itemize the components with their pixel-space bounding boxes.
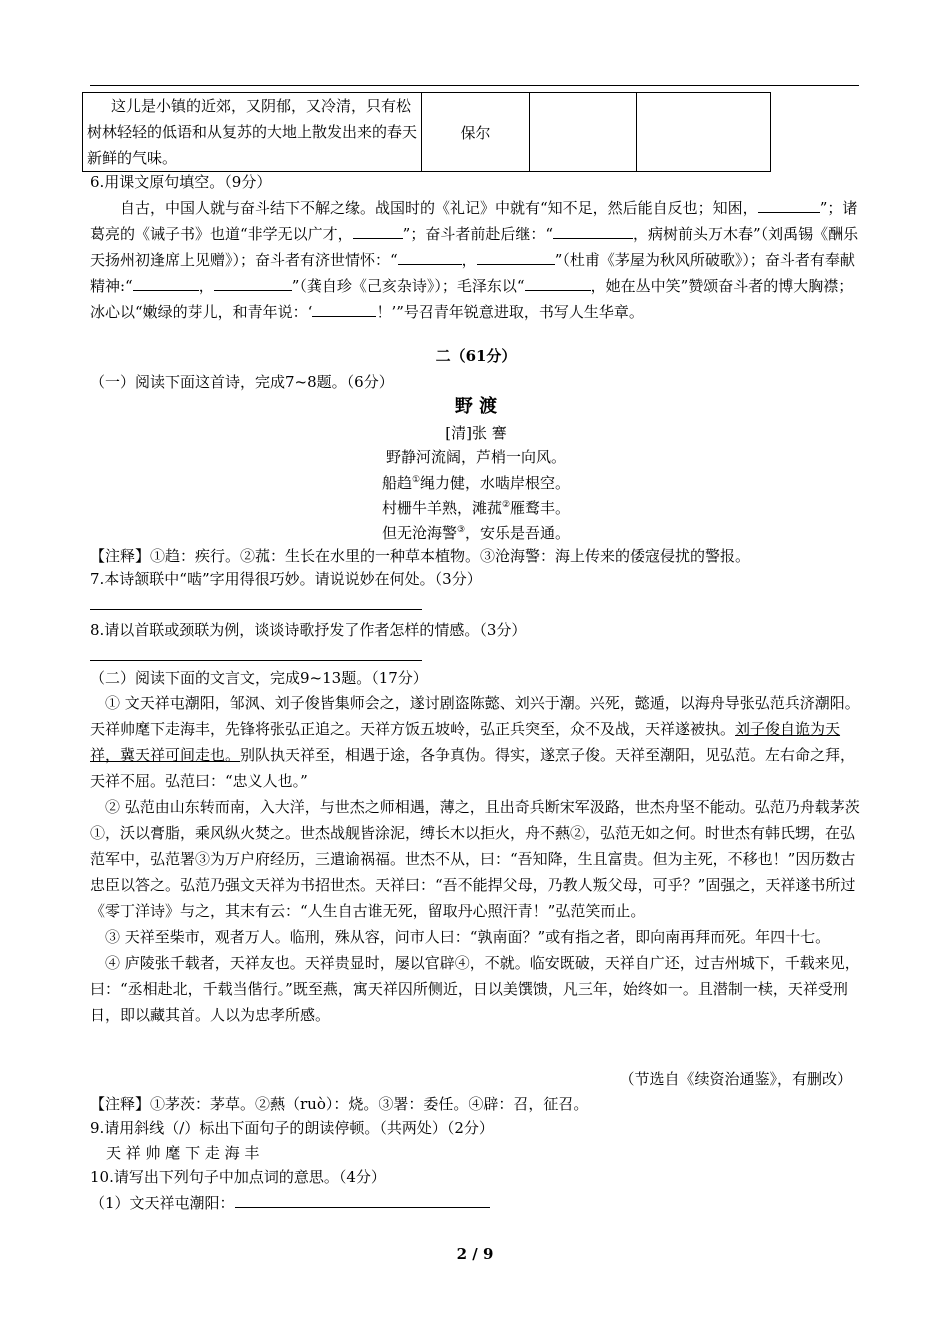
prose-paragraph-1: ① 文天祥屯潮阳，邹沨、刘子俊皆集师会之，遂讨剧盗陈懿、刘兴于潮。兴死，懿遁，以海舟导张弘范兵济潮阳。天祥帅麾下走海丰，先锋将张弘正追之。天祥方饭五坡岭，弘正兵突至，众不及战，天祥遂被执。刘子俊自诡为天祥，冀天祥可间走也。别队执天祥至，相遇于途，各争真伪。得实，遂烹子俊。天祥至潮阳，见弘范。左右命之拜，天祥不屈。弘范曰：“忠义人也。” xyxy=(90,694,860,790)
blank[interactable] xyxy=(353,238,403,239)
blank[interactable] xyxy=(398,264,462,265)
poem-line: 野静河流阔，芦梢一向风。 xyxy=(385,448,566,466)
q9-sentence[interactable]: 天 祥 帅 麾 下 走 海 丰 xyxy=(106,1144,260,1162)
page-number: 2 / 9 xyxy=(456,1245,494,1263)
prose-paragraph-4: ④ 庐陵张千载者，天祥友也。天祥贵显时，屡以官辟④，不就。临安既破，天祥自广还，过吉州城下，千载来见，曰：“丞相赴北，千载当偕行。”既至燕，寓天祥囚所侧近，日以美馔馈，凡三年，始终如一。且潜制一椟，天祥受刑日，即以藏其首。人以为忠孝所感。 xyxy=(90,954,860,1024)
q6-title: 6.用课文原句填空。（9分） xyxy=(90,173,272,191)
question-6 xyxy=(90,169,862,325)
part1-instructions: （一）阅读下面这首诗，完成7~8题。（6分） xyxy=(90,373,394,391)
blank[interactable] xyxy=(477,264,555,265)
blank[interactable] xyxy=(312,316,376,317)
prose-source: （节选自《续资治通鉴》，有删改） xyxy=(619,1070,852,1088)
table-row xyxy=(83,93,771,172)
question-9: 9.请用斜线（/）标出下面句子的朗读停顿。（共两处）（2分） xyxy=(90,1119,494,1137)
q10-item-1: （1）文天祥屯潮阳： xyxy=(90,1190,862,1216)
table-cell-text: 这儿是小镇的近郊，又阴郁，又冷清，只有松树林轻轻的低语和从复苏的大地上散发出来的春天新鲜的气味。 xyxy=(83,93,422,172)
classical-prose xyxy=(90,690,862,1028)
header-rule xyxy=(90,85,859,86)
poem-line: 船趋①绳力健，水啮岸根空。 xyxy=(381,474,571,492)
q6-body: 自古，中国人就与奋斗结下不解之缘。战国时的《礼记》中就有“知不足，然后能自反也；知困， ”；诸葛亮的《诫子书》也道“非学无以广才， ”；奋斗者前赴后继：“ ，病树前头万木春”（刘禹锡《酬乐天扬州初逢席上见赠》）；奋斗者有济世情怀：“ ， ”（杜甫《茅屋为秋风所破歌》）；奋斗者有奉献精神:“ ， ”（龚自珍《己亥杂诗》）；毛泽东以“ ，她在丛中笑”赞颂奋斗者的博大胸襟；冰心以“嫩绿的芽儿，和青年说：‘ ！’”号召青年锐意进取，书写人生华章。 xyxy=(90,199,859,321)
poem-line: 但无沧海警③，安乐是吾通。 xyxy=(381,524,571,542)
blank[interactable] xyxy=(133,290,199,291)
prose-paragraph-2: ② 弘范由山东转而南，入大洋，与世杰之师相遇，薄之，且出奇兵断宋军汲路，世杰舟坚不能动。弘范乃舟载茅茨①，沃以膏脂，乘风纵火焚之。世杰战舰皆涂泥，缚长木以拒火，舟不爇②，弘范无如之何。时世杰有韩氏甥，在弘范军中，弘范署③为万户府经历，三遣谕祸福。世杰不从，曰：“吾知降，生且富贵。但为主死，不移也！”因历数古忠臣以答之。弘范乃强文天祥为书招世杰。天祥曰：“吾不能捍父母，乃教人叛父母，可乎？”固强之，天祥遂书所过《零丁洋诗》与之，其末有云：“人生自古谁无死，留取丹心照汗青！”弘范笑而止。 xyxy=(90,798,860,920)
blank[interactable] xyxy=(525,290,591,291)
section-heading: 二（61分） xyxy=(435,347,517,365)
question-8: 8.请以首联或颈联为例，谈谈诗歌抒发了作者怎样的情感。（3分） xyxy=(90,621,527,639)
prose-note: 【注释】①茅茨：茅草。②爇（ruò）：烧。③署：委任。④辟：召，征召。 xyxy=(90,1095,589,1113)
prose-paragraph-3: ③ 天祥至柴市，观者万人。临刑，殊从容，问市人曰：“孰南面？”或有指之者，即向南再拜而死。年四十七。 xyxy=(105,928,831,946)
poem-line: 村栅牛羊熟，滩菰②雁鹜丰。 xyxy=(381,499,571,517)
question-10: 10.请写出下列句子中加点词的意思。（4分） xyxy=(90,1168,386,1186)
poem-note: 【注释】①趋：疾行。②菰：生长在水里的一种草本植物。③沧海警：海上传来的倭寇侵扰的警报。 xyxy=(90,547,751,565)
blank[interactable] xyxy=(214,290,292,291)
poem-author: [清]张 謇 xyxy=(445,424,507,442)
blank[interactable] xyxy=(758,212,820,213)
table-cell-empty[interactable] xyxy=(530,93,637,172)
table-cell-empty[interactable] xyxy=(637,93,771,172)
part2-instructions: （二）阅读下面的文言文，完成9~13题。（17分） xyxy=(90,669,428,687)
answer-line[interactable] xyxy=(90,609,422,610)
character-table xyxy=(82,92,771,172)
table-cell-speaker: 保尔 xyxy=(422,93,530,172)
blank[interactable] xyxy=(553,238,633,239)
answer-blank[interactable] xyxy=(235,1207,490,1208)
answer-line[interactable] xyxy=(90,660,422,661)
poem-title: 野 渡 xyxy=(454,396,498,417)
question-7: 7.本诗颔联中“啮”字用得很巧妙。请说说妙在何处。（3分） xyxy=(90,570,482,588)
